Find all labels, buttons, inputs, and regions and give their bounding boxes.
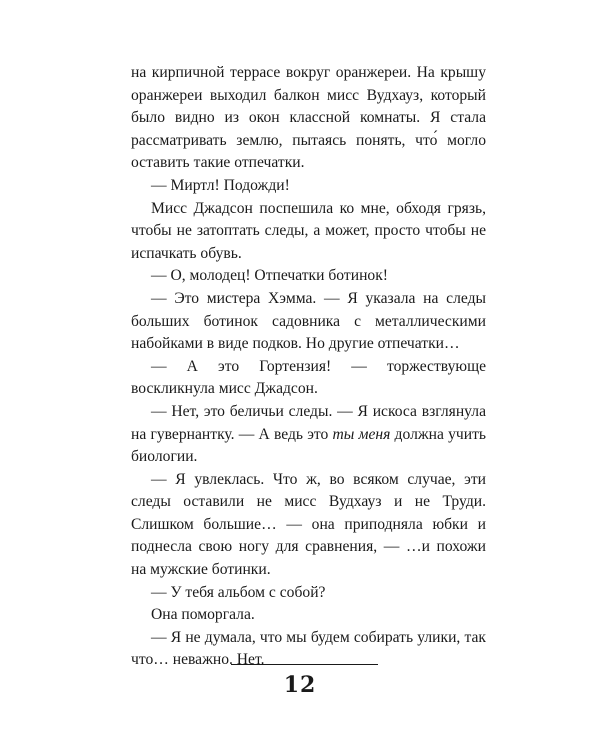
paragraph-5: — Это мистера Хэмма. — Я указала на следы больших ботинок садовника с металлическими набойками в виде подков. Но другие отпечатки… [131, 289, 486, 353]
paragraph-11: — Я не думала, что мы будем собирать улики, так что… неважно. Нет. [131, 628, 486, 669]
paragraph-6: — А это Гортензия! — торжествующе воскликнула мисс Джадсон. [131, 357, 486, 398]
paragraph-9: — У тебя альбом с собой? [151, 583, 326, 601]
paragraph-1: на кирпичной террасе вокруг оранжереи. На крышу оранжереи выходил балкон мисс Вудхауз, который было видно из окон классной комнаты. Я стала рассматривать землю, пытаясь понять, что́ могло оставить такие отпечатки. [131, 64, 486, 172]
paragraph-7 [131, 401, 486, 469]
paragraph-7-after: должна учить биологии. [131, 425, 486, 466]
paragraph-7-italic: ты меня [332, 425, 391, 443]
paragraph-7-before: — Нет, это беличьи следы. — Я искоса взглянула на гувернантку. — А ведь это [131, 402, 486, 443]
paragraph-2: — Миртл! Подожди! [151, 176, 290, 194]
paragraph-10: Она поморгала. [151, 606, 255, 624]
paragraph-8: — Я увлеклась. Что ж, во всяком случае, эти следы оставили не мисс Вудхауз и не Труди. Слишком большие… — она приподняла юбки и поднесла свою ногу для сравнения, — …и похожи на мужские ботинки. [131, 470, 486, 579]
page-number: 12 [283, 672, 317, 698]
paragraph-3: Мисс Джадсон поспешила ко мне, обходя грязь, чтобы не затоптать следы, а может, просто чтобы не испачкать обувь. [131, 199, 486, 262]
body-text [131, 62, 486, 672]
footer-divider [231, 664, 378, 665]
paragraph-4: — О, молодец! Отпечатки ботинок! [151, 267, 388, 285]
